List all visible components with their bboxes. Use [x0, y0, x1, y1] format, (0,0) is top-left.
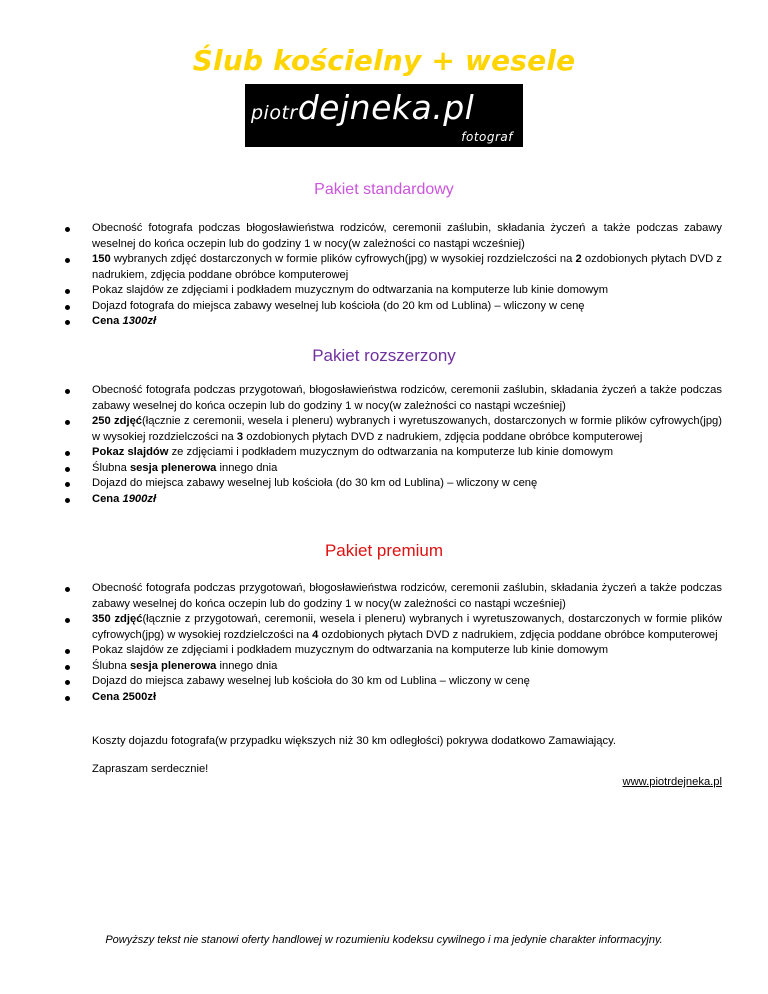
price-label: Cena — [92, 315, 123, 327]
invitation-note: Zapraszam serdecznie! — [92, 763, 209, 775]
list-item — [92, 221, 722, 252]
logo-wordmark — [251, 88, 474, 127]
logo-piotr: piotr — [251, 102, 298, 124]
item-bold: Pokaz slajdów — [92, 446, 169, 458]
item-text: Pokaz slajdów ze zdjęciami i podkładem muzycznym do odtwarzania na komputerze lub kinie domowym — [92, 284, 609, 296]
package-premium-heading: Pakiet premium — [324, 541, 444, 560]
item-bold: 150 — [92, 253, 111, 265]
package-standard-list — [92, 221, 722, 330]
list-item — [92, 283, 722, 299]
logo — [245, 84, 523, 147]
list-item — [92, 659, 722, 675]
list-item — [92, 252, 722, 283]
item-text: ozdobionych płytach DVD z nadrukiem, zdjęcia poddane obróbce komputerowej — [243, 430, 643, 443]
list-item — [92, 476, 722, 492]
item-text: innego dnia — [216, 461, 278, 474]
item-bold: sesja plenerowa — [129, 659, 217, 672]
list-item — [92, 299, 722, 315]
item-text: Dojazd fotografa do miejsca zabawy weselnej lub kościoła (do 20 km od Lublina) – wliczony w cenę — [92, 299, 585, 312]
price-value: 1900zł — [122, 492, 157, 505]
price-label: Cena — [92, 492, 123, 505]
item-text: wybranych zdjęć dostarczonych w formie plików cyfrowych(jpg) w wysokiej rozdzielczości na — [110, 253, 576, 265]
item-text: ozdobionych płytach DVD z nadrukiem, zdjęcia poddane obróbce komputerowej — [318, 628, 718, 641]
website-link[interactable]: www.piotrdejneka.pl — [622, 776, 722, 788]
package-extended-list — [92, 383, 722, 507]
page-title: Ślub kościelny + wesele — [192, 44, 576, 77]
price-value: Cena 2500zł — [92, 690, 157, 703]
logo-fotograf: fotograf — [461, 130, 513, 144]
item-text: (łącznie z przygotowań, ceremonii, wesela i pleneru) wybranych i wyretuszowanych, dostarczonych w formie plików cyfrowych(jpg) w wysokiej rozdzielczości na — [92, 613, 722, 641]
item-bold: 4 — [312, 628, 319, 641]
item-bold: 2 — [575, 253, 582, 265]
item-bold: sesja plenerowa — [129, 461, 217, 474]
price-item — [92, 690, 722, 706]
item-bold: 3 — [236, 430, 244, 443]
list-item — [92, 414, 722, 445]
logo-dejneka: dejneka.pl — [297, 88, 475, 127]
item-text: Dojazd do miejsca zabawy weselnej lub kościoła (do 30 km od Lublina) – wliczony w cenę — [92, 477, 538, 489]
price-item — [92, 314, 722, 330]
price-item — [92, 492, 722, 508]
travel-cost-note: Koszty dojazdu fotografa(w przypadku większych niż 30 km odległości) pokrywa dodatkowo Zamawiający. — [92, 735, 616, 747]
list-item — [92, 612, 722, 643]
item-text: ze zdjęciami i podkładem muzycznym do odtwarzania na komputerze lub kinie domowym — [168, 446, 614, 458]
item-text: Ślubna — [92, 461, 130, 474]
package-standard-heading: Pakiet standardowy — [314, 181, 454, 198]
list-item — [92, 581, 722, 612]
item-text: Dojazd do miejsca zabawy weselnej lub kościoła do 30 km od Lublina – wliczony w cenę — [92, 675, 530, 687]
item-text: Ślubna — [92, 659, 130, 672]
list-item — [92, 674, 722, 690]
item-text: ozdobionych płytach DVD z nadrukiem, zdjęcia poddane obróbce komputerowej — [92, 253, 722, 281]
package-extended-heading: Pakiet rozszerzony — [312, 346, 456, 365]
footer-disclaimer: Powyższy tekst nie stanowi oferty handlowej w rozumieniu kodeksu cywilnego i ma jedynie charakter informacyjny. — [105, 934, 663, 946]
item-bold: 350 zdjęć — [92, 613, 143, 625]
item-bold: 250 zdjęć — [92, 415, 143, 427]
item-text: Pokaz slajdów ze zdjęciami i podkładem muzycznym do odtwarzania na komputerze lub kinie domowym — [92, 644, 609, 656]
price-value: 1300zł — [122, 315, 157, 327]
list-item — [92, 383, 722, 414]
list-item — [92, 461, 722, 477]
list-item — [92, 445, 722, 461]
item-text: (łącznie z ceremonii, wesela i pleneru) wybranych i wyretuszowanych, dostarczonych w formie plików cyfrowych(jpg) w wysokiej rozdzielczości na — [92, 415, 722, 443]
item-text: Obecność fotografa podczas przygotowań, błogosławieństwa rodziców, ceremonii zaślubin, składania życzeń a także podczas zabawy weselnej do końca oczepin lub do godziny 1 w nocy(w zależności co nastąpi wcześniej) — [92, 384, 722, 412]
item-text: Obecność fotografa podczas błogosławieństwa rodziców, ceremonii zaślubin, składania życzeń a także podczas zabawy weselnej do końca oczepin lub do godziny 1 w nocy(w zależności co nastąpi wcześniej) — [92, 222, 722, 250]
package-premium-list — [92, 581, 722, 705]
item-text: Obecność fotografa podczas przygotowań, błogosławieństwa rodziców, ceremonii zaślubin, składania życzeń a także podczas zabawy weselnej do końca oczepin lub do godziny 1 w nocy(w zależności co nastąpi wcześniej) — [92, 582, 722, 610]
item-text: innego dnia — [216, 659, 278, 672]
list-item — [92, 643, 722, 659]
